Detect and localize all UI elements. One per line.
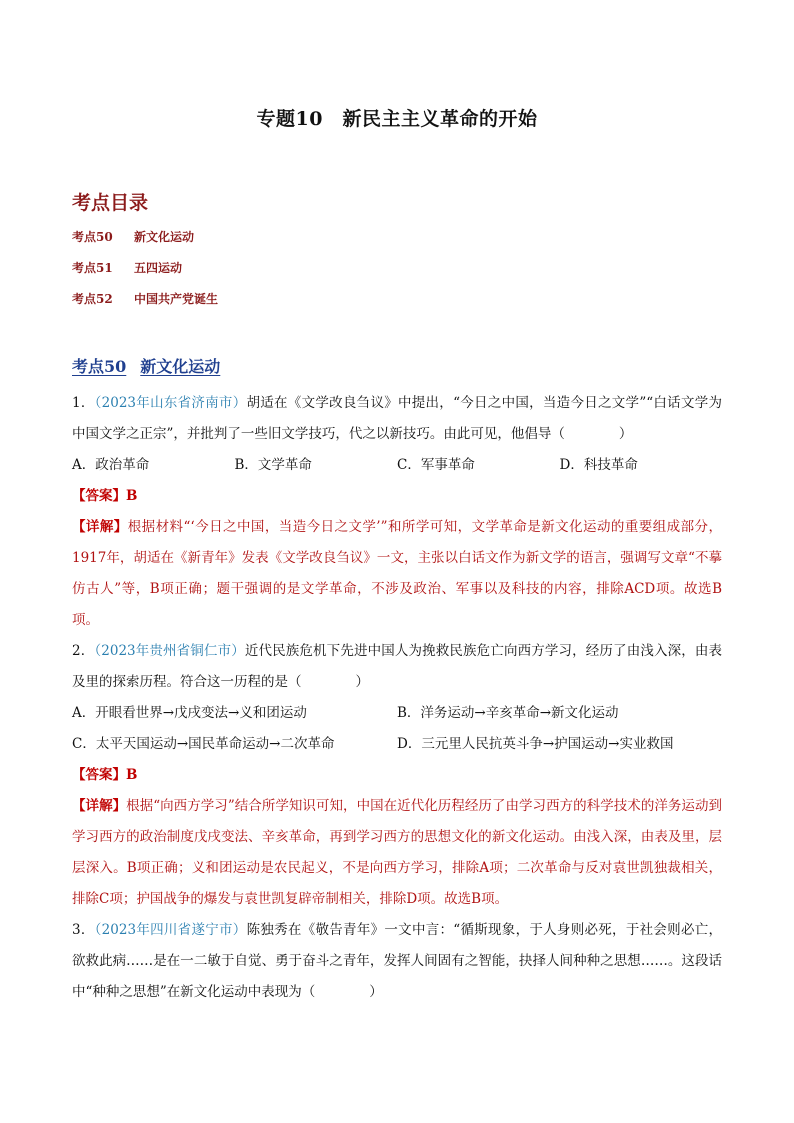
option-b: B．洋务运动→辛亥革命→新文化运动 [397,705,619,721]
section-num: 考点50 [72,357,127,376]
option-d: D．三元里人民抗英斗争→护国运动→实业救国 [397,736,674,752]
question-list [72,388,722,1008]
question-stem: 2．（2023年贵州省铜仁市）近代民族危机下先进中国人为挽救民族危亡向西方学习，经历了由浅入深，由表及里的探索历程。符合这一历程的是（ ） [72,643,723,690]
section-heading [72,354,220,377]
toc-item-num: 考点52 [72,292,113,306]
option-d: D．科技革命 [559,457,638,473]
answer: 【答案】B [72,767,138,783]
toc-item-num: 考点51 [72,261,113,275]
toc-item[interactable] [72,259,182,276]
question-source: （2023年山东省济南市） [94,395,247,411]
toc-item-num: 考点50 [72,230,113,244]
option-b: B．文学革命 [234,457,312,473]
question-options [72,450,722,481]
toc-item[interactable] [72,290,218,307]
toc-heading: 考点目录 [72,192,149,214]
question-source: （2023年贵州省铜仁市） [94,643,245,659]
toc-item[interactable] [72,228,194,245]
option-c: C．军事革命 [397,457,475,473]
question-source: （2023年四川省遂宁市） [94,922,247,938]
question-stem: 1．（2023年山东省济南市）胡适在《文学改良刍议》中提出，“今日之中国，当造今日之文学”“白话文学为中国文学之正宗”，并批判了一些旧文学技巧，代之以新技巧。由此可见，他倡导（ ） [72,395,722,442]
toc-item-label: 新文化运动 [134,230,195,244]
toc-item-label: 五四运动 [134,261,183,275]
option-c: C．太平天国运动→国民革命运动→二次革命 [72,736,335,752]
option-a: A．政治革命 [72,457,150,473]
question-options [72,698,722,760]
page-title: 专题10 新民主主义革命的开始 [256,108,538,130]
option-a: A．开眼看世界→戊戌变法→义和团运动 [72,705,307,721]
detail: 【详解】根据“向西方学习”结合所学知识可知，中国在近代化历程经历了由学习西方的科学技术的洋务运动到学习西方的政治制度戊戌变法、辛亥革命，再到学习西方的思想文化的新文化运动。由浅入深，由表及里，层层深入。B项正确；义和团运动是农民起义，不是向西方学习，排除A项；二次革命与反对袁世凯独裁相关，排除C项；护国战争的爆发与袁世凯复辟帝制相关，排除D项。故选B项。 [72,798,722,907]
detail: 【详解】根据材料“‘今日之中国，当造今日之文学’”和所学可知，文学革命是新文化运动的重要组成部分，1917年，胡适在《新青年》发表《文学改良刍议》一文，主张以白话文作为新文学的语言，强调写文章“不摹仿古人”等，B项正确；题干强调的是文学革命，不涉及政治、军事以及科技的内容，排除ACD项。故选B项。 [72,519,722,628]
answer: 【答案】B [72,488,138,504]
question-stem: 3．（2023年四川省遂宁市）陈独秀在《敬告青年》一文中言：“循斯现象，于人身则必死，于社会则必亡，欲救此病……是在一二敏于自觉、勇于奋斗之青年，发挥人间固有之智能，抉择人间种种之思想……。这段话中“种种之思想”在新文化运动中表现为（ ） [72,922,723,1000]
section-label: 新文化运动 [140,357,221,376]
toc-item-label: 中国共产党诞生 [134,292,219,306]
